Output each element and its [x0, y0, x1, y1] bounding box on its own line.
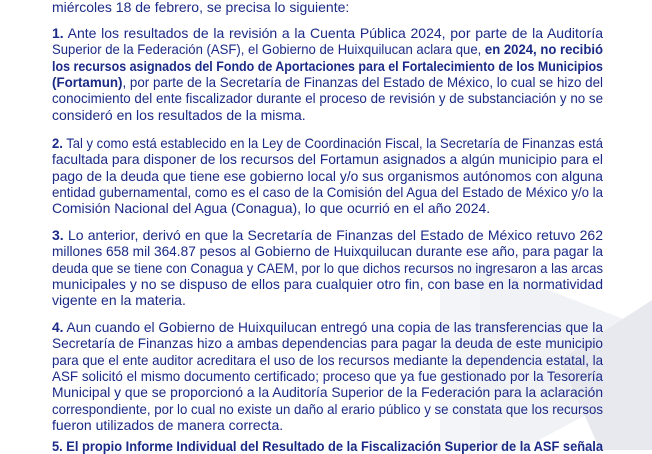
- text-line: [52, 90, 603, 106]
- text-line: [52, 58, 603, 74]
- text-line: [52, 25, 603, 41]
- bold-text: 3.: [52, 227, 64, 243]
- bold-text: 1.: [52, 25, 64, 41]
- bold-text: (Fortamun): [52, 73, 123, 90]
- text-segment: Secretaría de Finanzas hizo a ambas dependencias para pagar la deuda de este municipio: [52, 335, 603, 352]
- text-line: [52, 41, 603, 57]
- text-line: [52, 368, 603, 384]
- bold-text: 2.: [52, 135, 63, 151]
- text-line: [52, 352, 603, 368]
- text-line: [52, 243, 603, 259]
- text-segment: Tal y como está establecido en la Ley de Coordinación Fiscal, la Secretaría de Finanzas está: [62, 135, 603, 151]
- text-line: [52, 276, 603, 292]
- bold-text: los recursos asignados del Fondo de Aportaciones para el Fortalecimiento de los Municipios: [52, 57, 603, 74]
- text-line: [52, 168, 603, 184]
- text-segment: fueron utilizados de manera correcta.: [52, 416, 284, 433]
- text-segment: , por parte de la Secretaría de Finanzas del Estado de México, lo cual se hizo del: [122, 73, 604, 90]
- text-segment: miércoles 18 de febrero, se precisa lo siguiente:: [52, 0, 350, 15]
- text-segment: pago de la deuda que tiene ese gobierno local y/o sus organismos autónomos con alguna: [52, 167, 603, 184]
- text-line: [52, 151, 603, 167]
- text-line: [52, 184, 603, 200]
- text-segment: ASF solicitó el mismo documento certificado; proceso que ya fue gestionado por la Tesorería: [52, 367, 603, 384]
- text-line: [52, 200, 490, 216]
- text-line: [52, 417, 283, 433]
- text-line: [52, 0, 349, 15]
- text-segment: Aun cuando el Gobierno de Huixquilucan entregó una copia de las transferencias que la: [63, 319, 603, 335]
- text-segment: vigente en la materia.: [52, 292, 186, 309]
- bold-text: 4.: [52, 319, 64, 335]
- text-line: [52, 74, 603, 90]
- text-segment: consideró en los resultados de la misma.: [52, 106, 306, 123]
- text-line: [52, 335, 603, 351]
- text-segment: facultada para disponer de los recursos del Fortamun asignados a algún municipio para el: [52, 151, 603, 168]
- text-segment: para que el ente auditor acreditara el uso de los recursos mediante la dependencia estatal, la: [52, 351, 603, 368]
- text-line: [52, 107, 306, 123]
- text-segment: correspondiente, por lo cual no existe un daño al erario público y se constata que los recursos: [52, 400, 603, 417]
- text-segment: conocimiento del ente fiscalizador durante el proceso de revisión y de substanciación y no se: [52, 90, 603, 107]
- text-line: [52, 384, 603, 400]
- text-line: [52, 319, 603, 335]
- text-line: [52, 292, 186, 308]
- text-line: [52, 227, 603, 243]
- text-line: [52, 135, 603, 151]
- text-segment: Ante los resultados de la revisión a la Cuenta Pública 2024, por parte de la Auditoría: [63, 25, 603, 41]
- text-segment: Municipal y que se proporcionó a la Auditoría Superior de la Federación para la aclaración: [52, 384, 603, 401]
- bold-text: en 2024, no recibió: [484, 41, 603, 58]
- text-line: [52, 260, 603, 276]
- text-segment: Superior de la Federación (ASF), el Gobierno de Huixquilucan aclara que,: [52, 41, 485, 58]
- text-segment: deuda que se tiene con Conagua y CAEM, por lo que dichos recursos no ingresaron a las arcas: [52, 259, 603, 276]
- text-line: [52, 438, 603, 454]
- bold-text: 5. El propio Informe Individual del Resultado de la Fiscalización Superior de la ASF señala: [52, 438, 603, 454]
- text-segment: municipales y no se dispuso de ellos para cualquier otro fin, con base en la normatividad: [52, 275, 603, 292]
- text-segment: Comisión Nacional del Agua (Conagua), lo que ocurrió en el año 2024.: [52, 200, 491, 217]
- text-segment: millones 658 mil 364.87 pesos al Gobierno de Huixquilucan durante ese año, para pagar la: [52, 243, 603, 260]
- text-segment: entidad gubernamental, como es el caso de la Comisión del Agua del Estado de México y/o la: [52, 183, 603, 200]
- text-line: [52, 401, 603, 417]
- text-segment: Lo anterior, derivó en que la Secretaría de Finanzas del Estado de México retuvo 262: [63, 227, 603, 243]
